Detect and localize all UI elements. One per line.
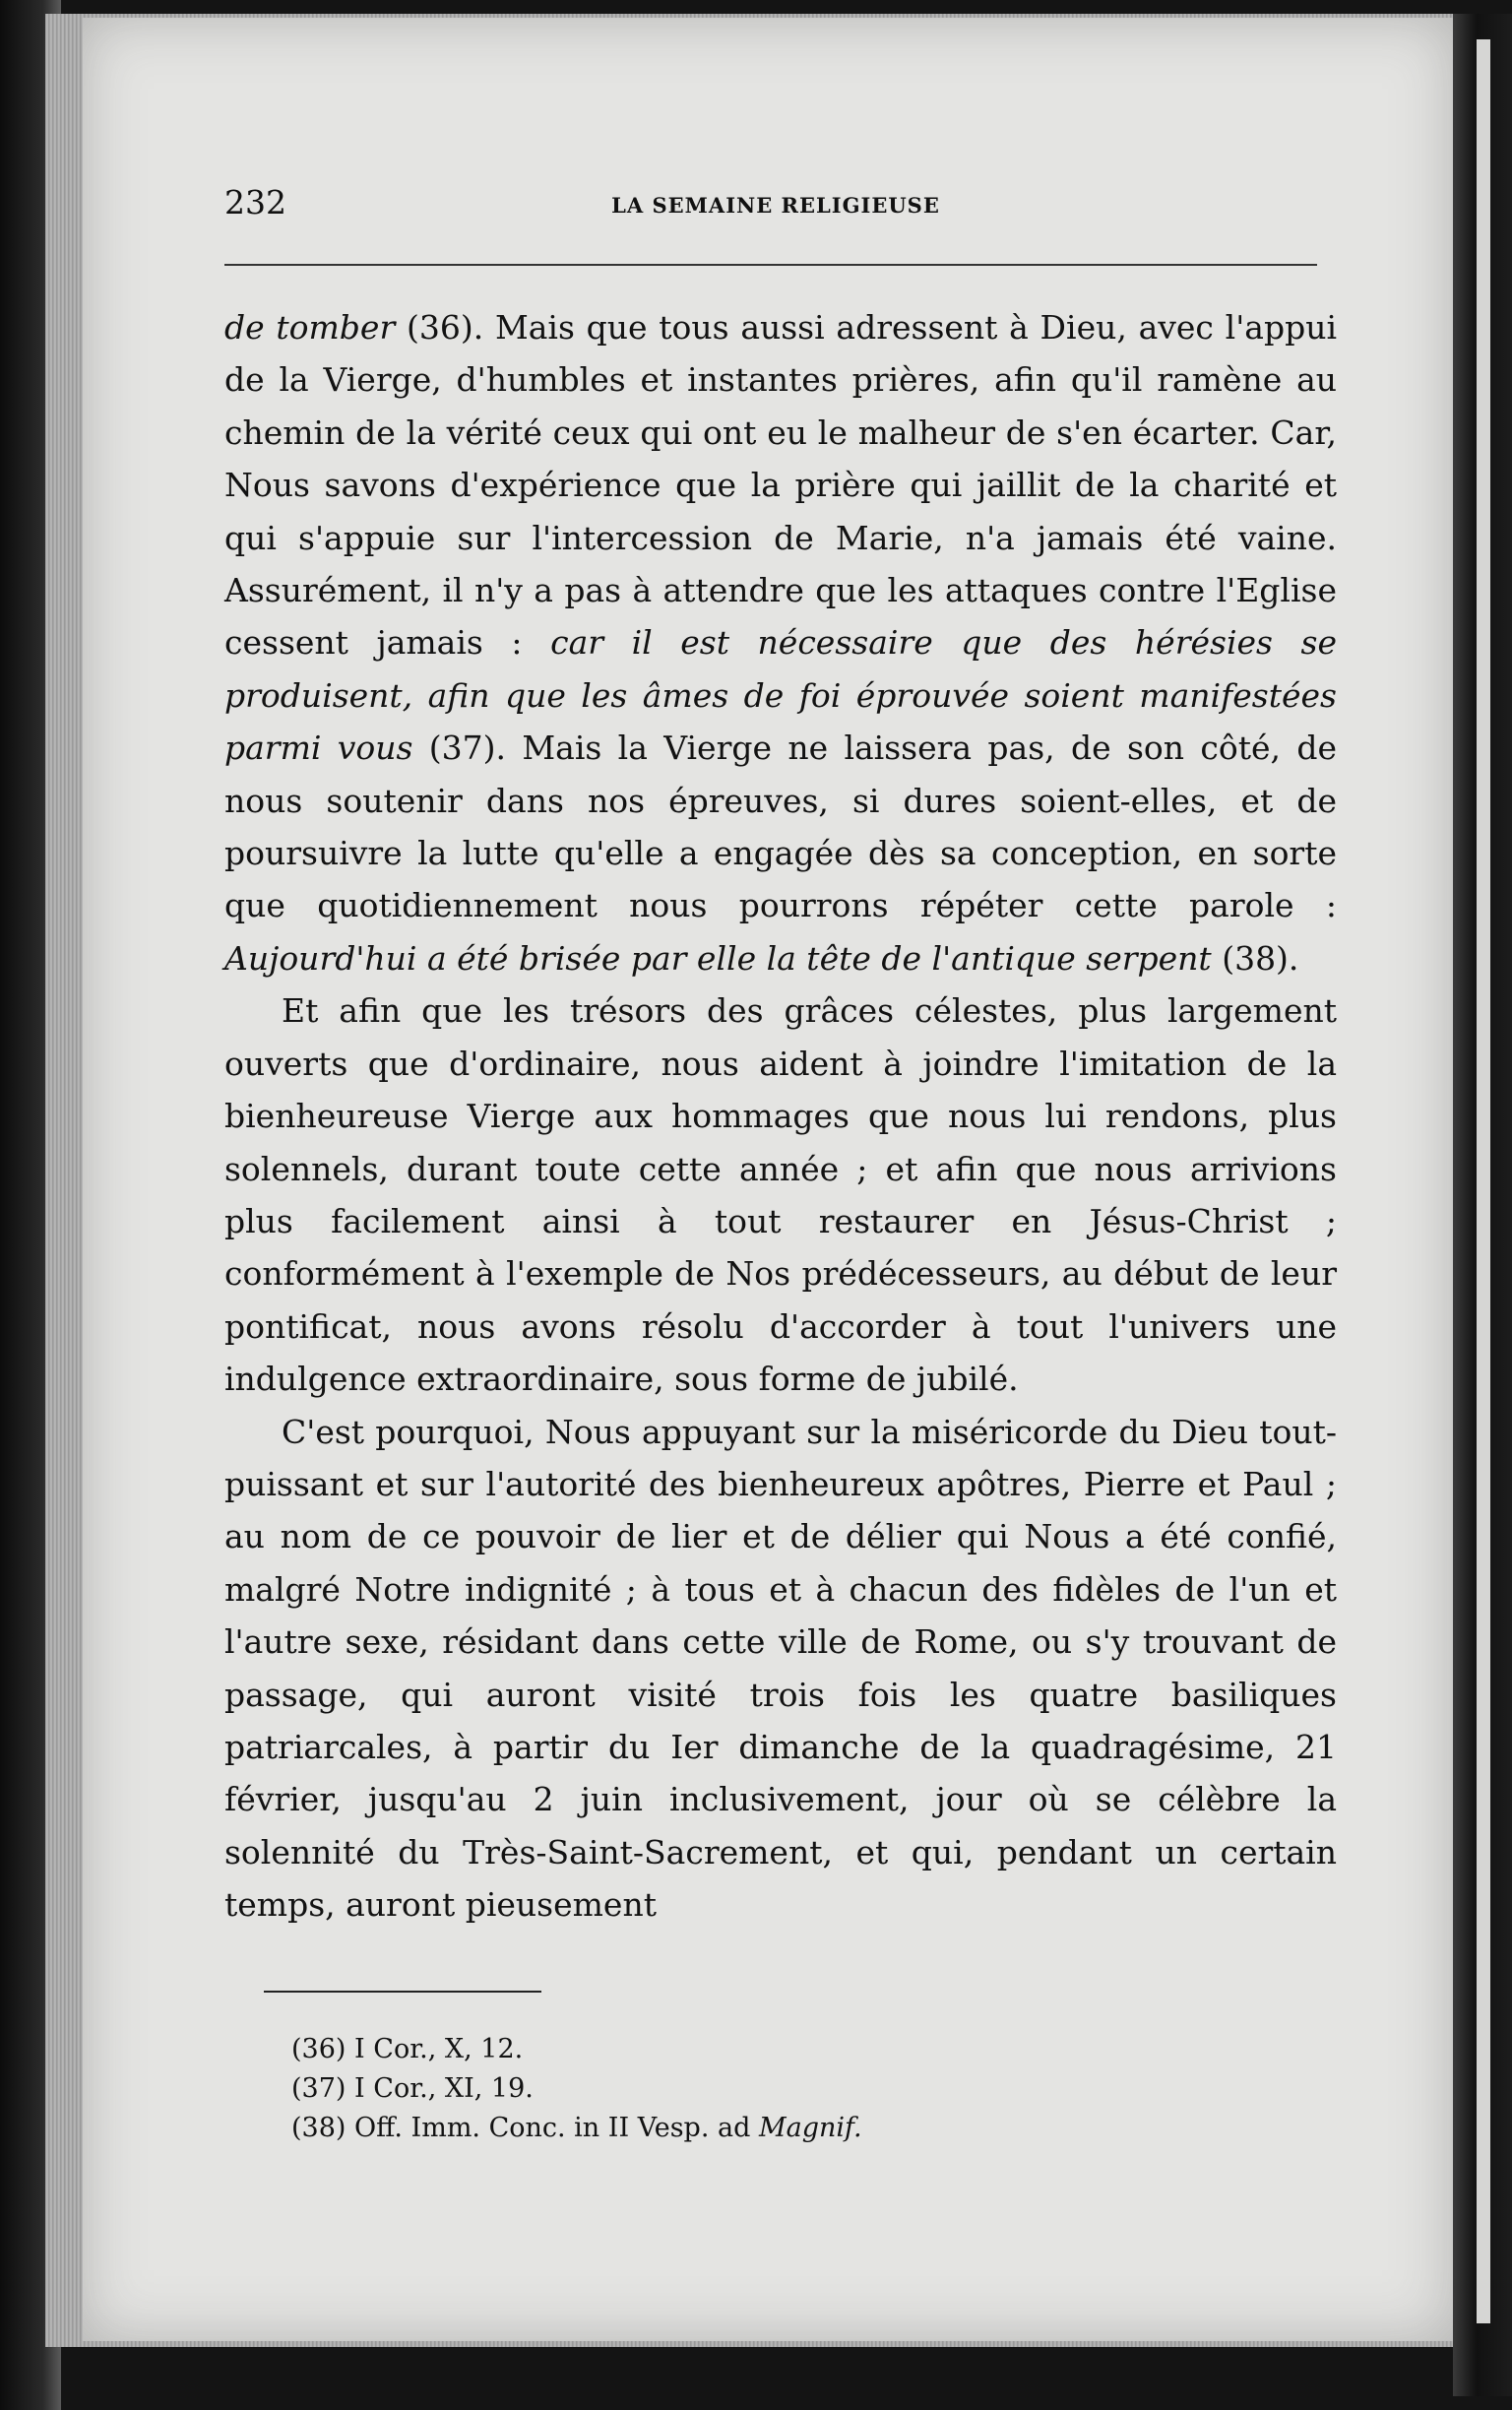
body-text xyxy=(224,301,1337,1932)
italic-quotation: Aujourd'hui a été brisée par elle la tête de l'antique serpent xyxy=(224,938,1212,978)
footnote-rule xyxy=(264,1991,541,1993)
footnote-number: (36) xyxy=(291,2034,346,2064)
facing-page-edge xyxy=(1477,39,1490,2323)
footnote-text: I Cor., XI, 19. xyxy=(354,2073,534,2104)
text-span: (36). Mais que tous aussi adressent à Dieu, avec l'appui de la Vierge, d'humbles et instantes prières, afin qu'il ramène au chemin de la vérité ceux qui ont eu le malheur de s'en écarter. Car, Nous savons d'expérience que la prière qui jaillit de la charité et qui s'appuie sur l'intercession de Marie, n'a jamais été vaine. Assurément, il n'y a pas à attendre que les attaques contre l'Eglise cessent jamais : xyxy=(224,308,1337,663)
text-span: (37). Mais la Vierge ne laissera pas, de son côté, de nous soutenir dans nos épreuves, si dures soient-elles, et de poursuivre la lutte qu'elle a engagée dès sa conception, en sorte que quotidiennement nous pourrons répéter cette parole : xyxy=(224,729,1338,925)
footnote-text: Off. Imm. Conc. in II Vesp. ad xyxy=(354,2113,759,2143)
italic-span: de tomber xyxy=(224,308,396,347)
page-header xyxy=(224,183,1327,232)
page-number: 232 xyxy=(224,183,286,222)
paragraph-3: C'est pourquoi, Nous appuyant sur la miséricorde du Dieu tout-puissant et sur l'autorité des bienheureux apôtres, Pierre et Paul ; au nom de ce pouvoir de lier et de délier qui Nous a été confié, malgré Notre indignité ; à tous et à chacun des fidèles de l'un et l'autre sexe, résidant dans cette ville de Rome, ou s'y trouvant de passage, qui auront visité trois fois les quatre basiliques patriarcales, à partir du Ier dimanche de la quadragésime, 21 février, jusqu'au 2 juin inclusivement, jour où se célèbre la solennité du Très-Saint-Sacrement, et qui, pendant un certain temps, auront pieusement xyxy=(224,1412,1337,1925)
footnotes xyxy=(291,2030,1177,2148)
footnote-number: (38) xyxy=(291,2113,346,2143)
italic-quotation: car il est nécessaire que des hérésies se produisent, afin que les âmes de foi éprouvée soient manifestées parmi vous xyxy=(224,623,1337,768)
footnote-37 xyxy=(291,2069,1177,2109)
footnote-number: (37) xyxy=(291,2073,346,2104)
footnote-text: I Cor., X, 12. xyxy=(354,2034,524,2064)
running-head: LA SEMAINE RELIGIEUSE xyxy=(611,193,940,218)
footnote-italic: Magnif. xyxy=(758,2113,862,2143)
text-span: (38). xyxy=(1211,938,1299,978)
paragraph-1 xyxy=(224,301,1337,984)
footnote-38 xyxy=(291,2109,1177,2148)
footnote-36 xyxy=(291,2030,1177,2069)
paragraph-2: Et afin que les trésors des grâces célestes, plus largement ouverts que d'ordinaire, nous aident à joindre l'imitation de la bienheureuse Vierge aux hommages que nous lui rendons, plus solennels, durant toute cette année ; et afin que nous arrivions plus facilement ainsi à tout restaurer en Jésus-Christ ; conformément à l'exemple de Nos prédécesseurs, au début de leur pontificat, nous avons résolu d'accorder à tout l'univers une indulgence extraordinaire, sous forme de jubilé. xyxy=(224,991,1337,1399)
header-rule xyxy=(224,264,1317,266)
